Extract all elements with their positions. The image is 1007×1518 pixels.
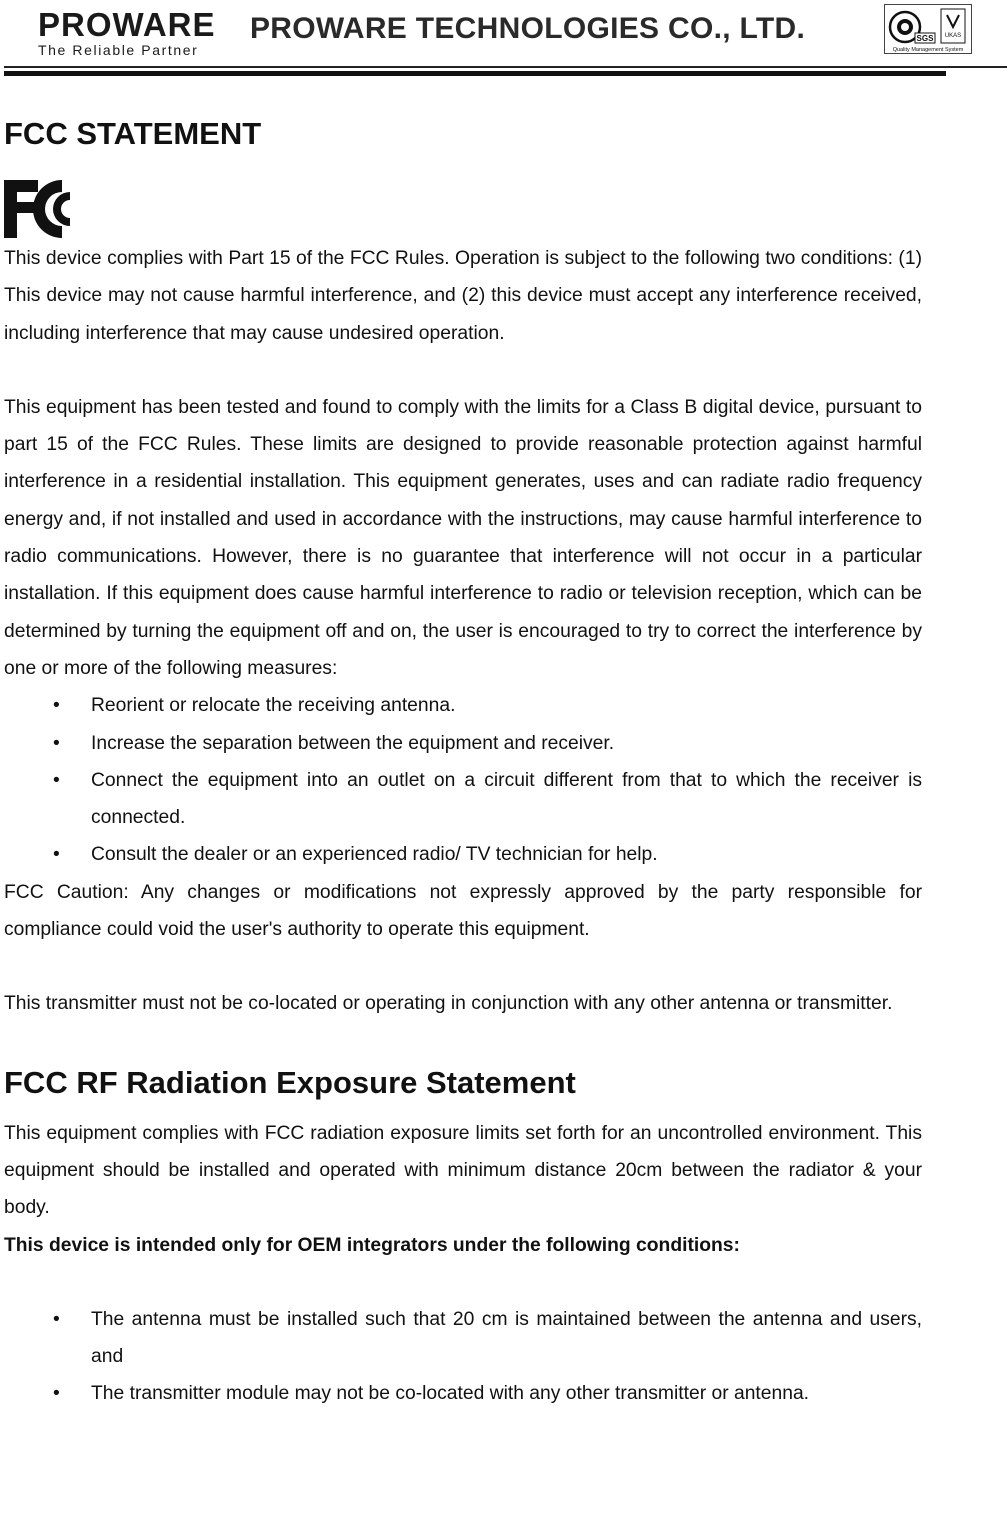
paragraph-spacer [4, 948, 922, 985]
header-divider-thick [4, 71, 946, 76]
document-body [4, 108, 922, 1413]
oem-conditions-list [4, 1301, 922, 1413]
fcc-statement-title: FCC STATEMENT [4, 116, 262, 151]
fcc-logo-icon [4, 178, 90, 240]
measures-list [4, 687, 922, 873]
page-header [0, 0, 1007, 76]
list-item: • Consult the dealer or an experienced radio/ TV technician for help. [4, 836, 922, 873]
svg-text:SGS: SGS [916, 34, 934, 43]
list-item: • Reorient or relocate the receiving antenna. [4, 687, 922, 724]
bullet-icon: • [53, 769, 60, 791]
paragraph-spacer [4, 1264, 922, 1301]
fcc-caution-paragraph: FCC Caution: Any changes or modifications not expressly approved by the party responsible for compliance could void the user's authority to operate this equipment. [4, 881, 922, 941]
certification-badge-icon [884, 4, 972, 54]
list-item: • The antenna must be installed such that 20 cm is maintained between the antenna and users, and [4, 1301, 922, 1376]
company-name: PROWARE TECHNOLOGIES CO., LTD. [250, 12, 806, 45]
bullet-icon: • [53, 695, 60, 717]
list-item: • Connect the equipment into an outlet on a circuit different from that to which the receiver is connected. [4, 762, 922, 837]
list-item: • Increase the separation between the equipment and receiver. [4, 725, 922, 762]
logo-tagline: The Reliable Partner [38, 42, 199, 58]
logo-wordmark: PROWARE [38, 6, 216, 43]
rf-exposure-title: FCC RF Radiation Exposure Statement [4, 1064, 576, 1100]
bullet-icon: • [53, 732, 60, 754]
oem-heading: This device is intended only for OEM integrators under the following conditions: [4, 1234, 740, 1256]
list-item: • The transmitter module may not be co-located with any other transmitter or antenna. [4, 1375, 922, 1412]
proware-logo [38, 8, 216, 58]
rf-exposure-paragraph: This equipment complies with FCC radiation exposure limits set forth for an uncontrolled environment. This equipment should be installed and operated with minimum distance 20cm between the radiator & your body. [4, 1122, 922, 1219]
header-divider-thin [4, 66, 1007, 68]
svg-text:Quality Management System: Quality Management System [892, 47, 964, 53]
bullet-icon: • [53, 844, 60, 866]
bullet-icon: • [53, 1383, 60, 1405]
bullet-icon: • [53, 1308, 60, 1330]
transmitter-paragraph: This transmitter must not be co-located or operating in conjunction with any other antenna or transmitter. [4, 993, 893, 1015]
fcc-compliance-paragraph: This device complies with Part 15 of the FCC Rules. Operation is subject to the following two conditions: (1) This device may not cause harmful interference, and (2) this device must accept any interference received, including interference that may cause undesired operation. [4, 248, 922, 344]
class-b-paragraph: This equipment has been tested and found to comply with the limits for a Class B digital device, pursuant to part 15 of the FCC Rules. These limits are designed to provide reasonable protection against harmful interference in a residential installation. This equipment generates, uses and can radiate radio frequency energy and, if not installed and used in accordance with the instructions, may cause harmful interference to radio communications. However, there is no guarantee that interference will not occur in a particular installation. If this equipment does cause harmful interference to radio or television reception, which can be determined by turning the equipment off and on, the user is encouraged to try to correct the interference by one or more of the following measures: [4, 396, 922, 679]
svg-text:UKAS: UKAS [944, 33, 962, 39]
paragraph-spacer [4, 352, 922, 389]
